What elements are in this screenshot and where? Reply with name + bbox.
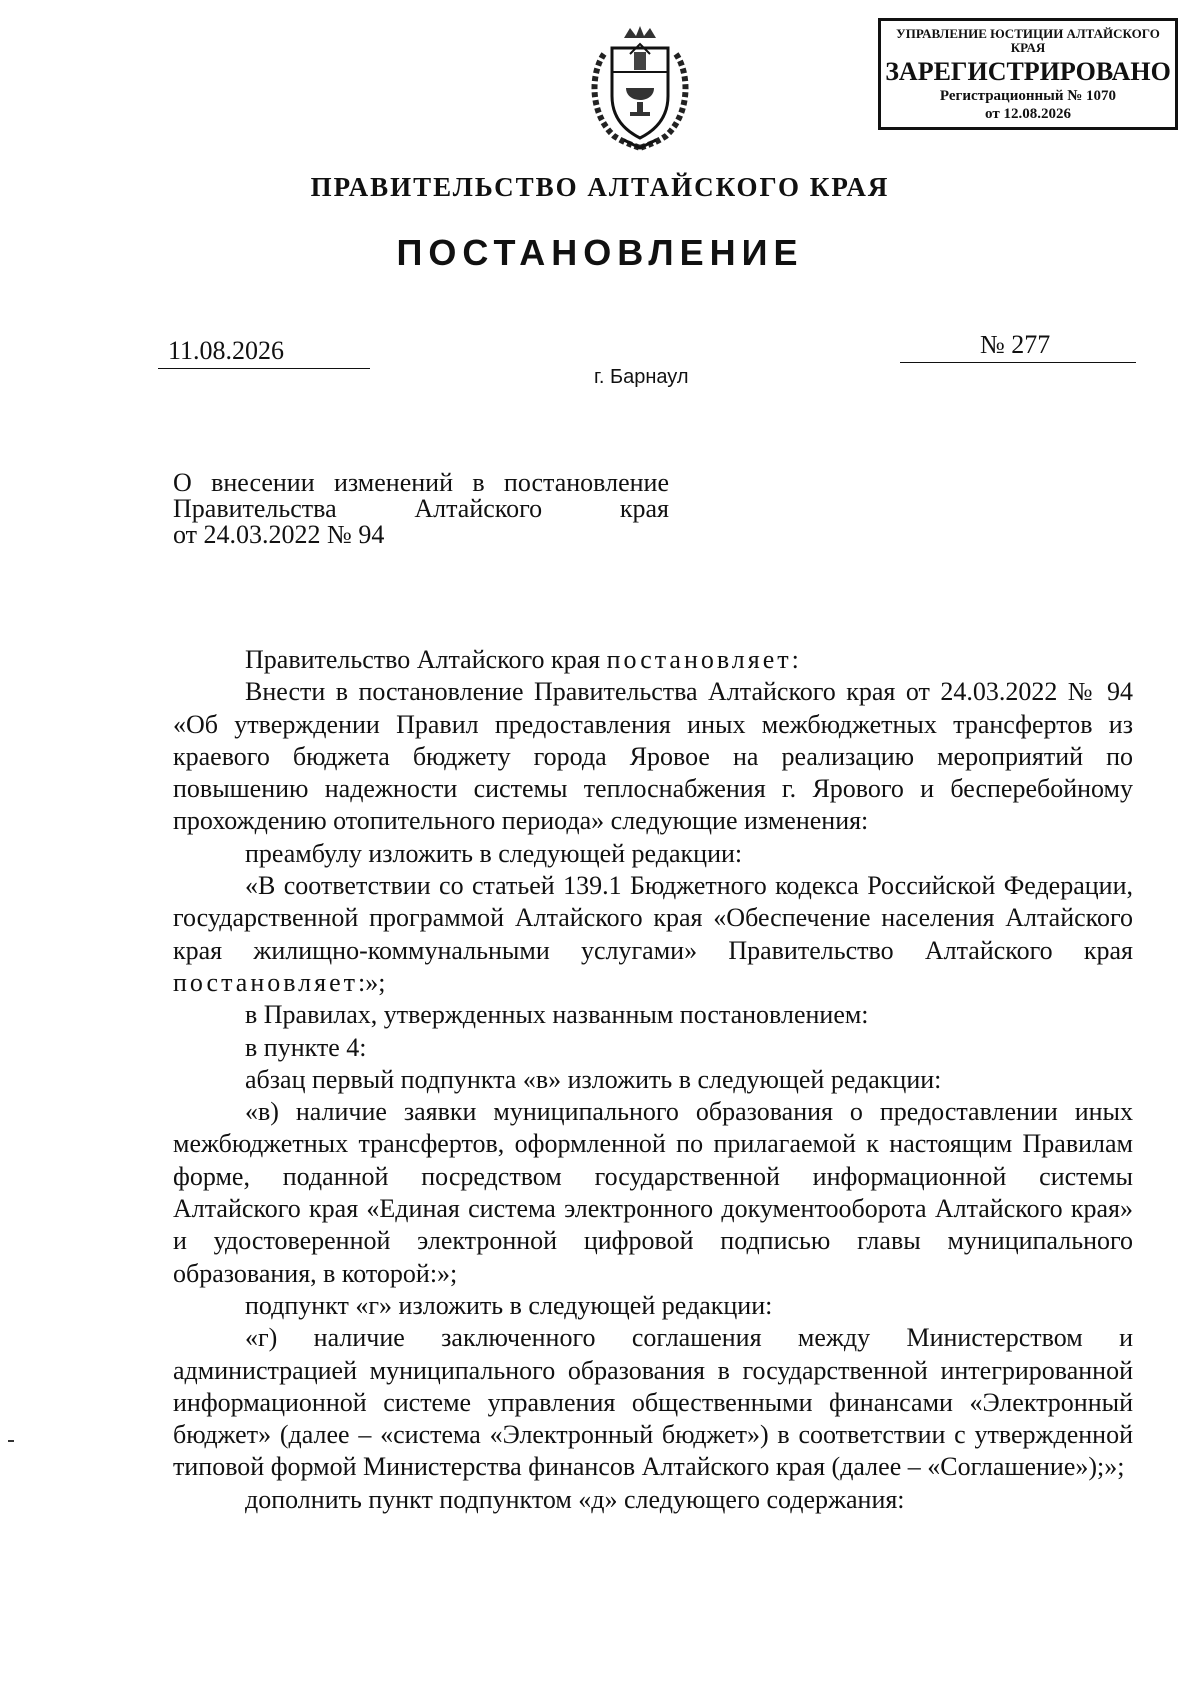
- stamp-registration-number: Регистрационный № 1070: [939, 88, 1117, 104]
- subject-line: Правительства Алтайского края: [173, 494, 669, 523]
- body-paragraph: преамбулу изложить в следующей редакции:: [245, 838, 743, 868]
- body-paragraph: дополнить пункт подпунктом «д» следующего содержания:: [245, 1484, 905, 1514]
- spaced-word: постановляет: [173, 967, 359, 997]
- government-title: ПРАВИТЕЛЬСТВО АЛТАЙСКОГО КРАЯ: [310, 172, 890, 202]
- subject-line: от 24.03.2022 № 94: [173, 520, 385, 549]
- spaced-word: постановляет: [606, 645, 792, 674]
- body-paragraph: «В соответствии со статьей 139.1 Бюджетного кодекса Российской Федерации, государственной программой Алтайского края «Обеспечение населения Алтайского края жилищно-коммунальными услугами» Правительство Алтайского края постановляет:»;: [173, 871, 1133, 997]
- body-paragraph: «в) наличие заявки муниципального образования о предоставлении иных межбюджетных трансфертов, оформленной по прилагаемой к настоящим Правилам форме, поданной посредством государственной информационной системы Алтайского края «Единая система электронного документооборота Алтайского края» и удостоверенной электронной цифровой подписью главы муниципального образования, в которой:»;: [173, 1097, 1133, 1288]
- document-date: 11.08.2026: [168, 336, 285, 365]
- stamp-authority: УПРАВЛЕНИЕ ЮСТИЦИИ АЛТАЙСКОГО КРАЯ: [896, 26, 1160, 55]
- body-paragraph: абзац первый подпункта «в» изложить в следующей редакции:: [245, 1064, 942, 1094]
- city-label: г. Барнаул: [594, 366, 689, 388]
- stamp-status: ЗАРЕГИСТРИРОВАНО: [885, 57, 1171, 86]
- body-paragraph: в Правилах, утвержденных названным постановлением:: [245, 1000, 869, 1030]
- stamp-date: от 12.08.2026: [985, 106, 1071, 122]
- document-subject: [173, 470, 669, 548]
- registration-stamp: [878, 18, 1178, 130]
- body-paragraph: подпункт «г» изложить в следующей редакции:: [245, 1290, 773, 1320]
- date-underline: [158, 368, 370, 369]
- coat-of-arms-emblem: [584, 24, 696, 152]
- document-body: [173, 644, 1133, 1516]
- document-number: № 277: [980, 330, 1051, 359]
- scan-artifact: [8, 1440, 14, 1442]
- body-paragraph: Правительство Алтайского края постановляет:: [245, 645, 799, 674]
- document-type-title: ПОСТАНОВЛЕНИЕ: [396, 232, 804, 273]
- body-paragraph: Внести в постановление Правительства Алтайского края от 24.03.2022 № 94 «Об утверждении Правил предоставления иных межбюджетных трансфертов из краевого бюджета бюджету города Яровое на реализацию мероприятий по повышению надежности системы теплоснабжения г. Ярового и бесперебойному прохождению отопительного периода» следующие изменения:: [173, 677, 1133, 836]
- number-underline: [900, 362, 1136, 363]
- body-paragraph: «г) наличие заключенного соглашения между Министерством и администрацией муниципального образования в государственной интегрированной информационной системе управления общественными финансами «Электронный бюджет» (далее – «система «Электронный бюджет») в соответствии с утвержденной типовой формой Министерства финансов Алтайского края (далее – «Соглашение»);»;: [173, 1323, 1133, 1482]
- body-paragraph: в пункте 4:: [245, 1032, 367, 1062]
- subject-line: О внесении изменений в постановление: [173, 468, 669, 497]
